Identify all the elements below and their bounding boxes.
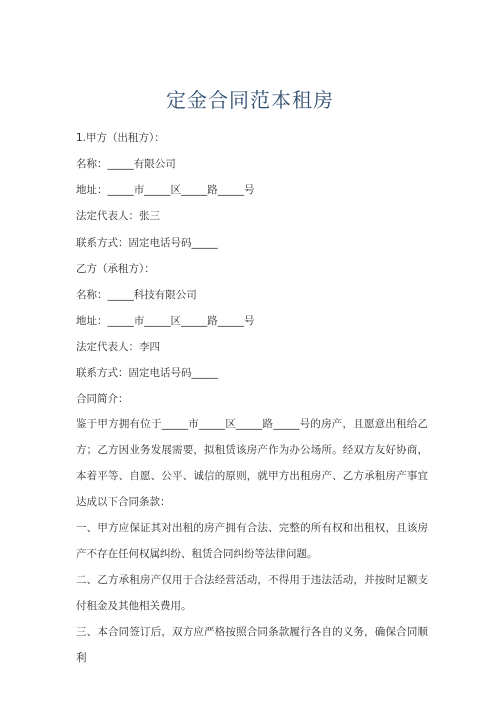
party-b-heading: 乙方（承租方）： (76, 263, 155, 275)
party-a-heading: 1.甲方（出租方）： (76, 132, 165, 144)
document-title: 定金合同范本租房 (166, 88, 334, 112)
party-a-representative: 法定代表人：张三 (76, 210, 160, 222)
intro-paragraph: 鉴于甲方拥有位于_____市_____区_____路_____号的房产，且愿意出租给乙方；乙方因业务发展需要，拟租赁该房产作为办公场所。经双方友好协商，本着平等、自愿、公平、诚信的原则，就甲方出租房产、乙方承租房产事宜达成以下合同条款： (76, 418, 428, 508)
clause-3: 三、本合同签订后，双方应严格按照合同条款履行各自的义务，确保合同顺利 (76, 626, 428, 664)
party-b-contact: 联系方式：固定电话号码_____ (76, 367, 218, 379)
party-b-name: 名称：_____科技有限公司 (76, 289, 197, 301)
party-b-address: 地址：_____市_____区_____路_____号 (76, 315, 255, 327)
party-a-contact: 联系方式：固定电话号码_____ (76, 237, 218, 249)
party-a-name: 名称：_____有限公司 (76, 158, 176, 170)
clause-1: 一、甲方应保证其对出租的房产拥有合法、完整的所有权和出租权，且该房产不存在任何权属纠纷、租赁合同纠纷等法律问题。 (76, 522, 428, 560)
party-a-address: 地址：_____市_____区_____路_____号 (76, 184, 255, 196)
party-b-representative: 法定代表人：李四 (76, 341, 160, 353)
contract-intro-heading: 合同简介： (76, 393, 129, 405)
clause-2: 二、乙方承租房产仅用于合法经营活动，不得用于违法活动，并按时足额支付租金及其他相关费用。 (76, 574, 428, 612)
